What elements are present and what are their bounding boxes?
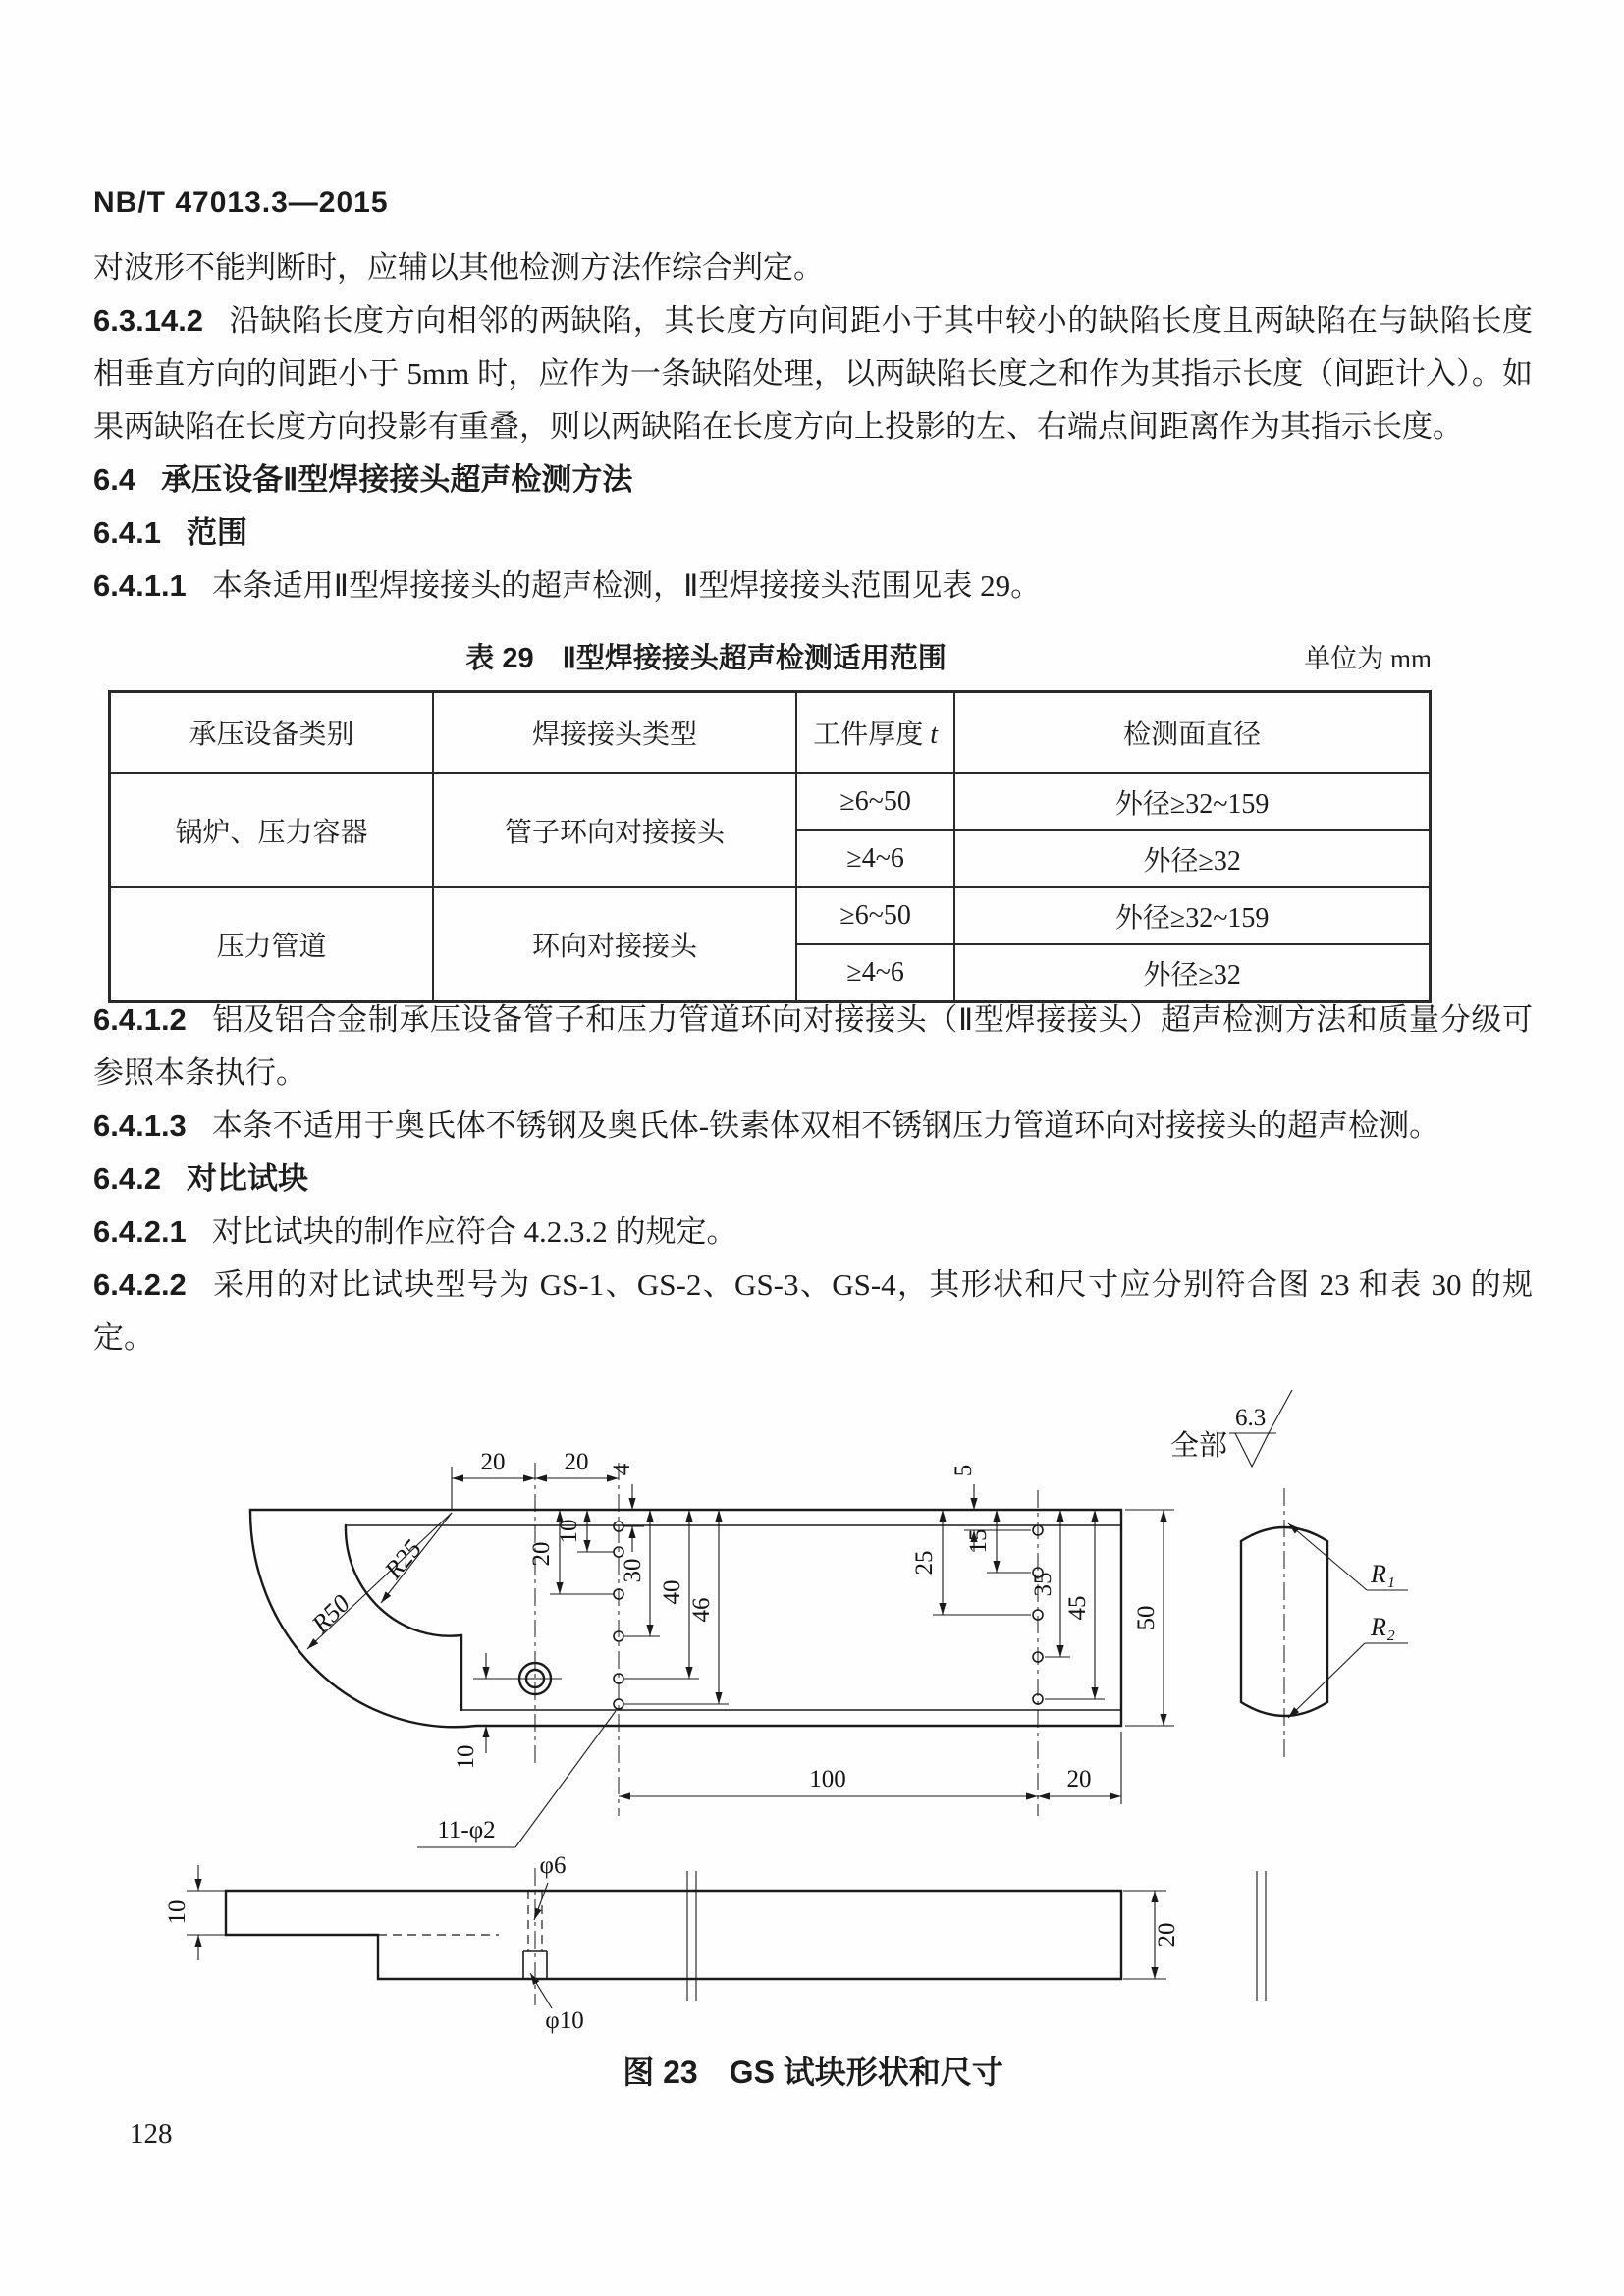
figure-caption: 图 23 GS 试块形状和尺寸	[623, 2055, 1003, 2090]
label-phi10: φ10	[545, 2007, 584, 2034]
paragraph-text: 对比试块的制作应符合 4.2.3.2 的规定。	[211, 1214, 737, 1249]
dim-20-a: 20	[480, 1449, 506, 1475]
figure-23-drawing	[128, 1372, 1502, 2074]
dim-15: 15	[965, 1528, 992, 1554]
text-block-bottom	[93, 993, 1533, 1364]
cell-category: 锅炉、压力容器	[110, 774, 434, 888]
label-11-phi2: 11-φ2	[437, 1817, 496, 1843]
col-header-joint-type: 焊接接头类型	[433, 692, 796, 774]
dim-5: 5	[950, 1464, 977, 1477]
counterbore-dimension	[453, 1653, 486, 1770]
paragraph	[93, 1205, 1533, 1258]
roughness-icon	[1235, 1433, 1269, 1467]
paragraph-text: 铝及铝合金制承压设备管子和压力管道环向对接接头（Ⅱ型焊接接头）超声检测方法和质量分级可参照本条执行。	[93, 1002, 1533, 1090]
section-heading	[93, 1152, 1533, 1205]
clause-number: 6.4.2.1	[93, 1214, 187, 1249]
thickness-symbol: t	[930, 720, 938, 750]
surface-roughness-note	[1170, 1390, 1292, 1467]
dim-20: 20	[528, 1541, 555, 1567]
paragraph	[93, 1258, 1533, 1364]
cell-thickness: ≥6~50	[796, 774, 954, 831]
dim-50: 50	[1133, 1605, 1160, 1630]
dim-100: 100	[809, 1766, 846, 1792]
dim-cb-10: 10	[453, 1744, 479, 1770]
main-view	[250, 1449, 1174, 1847]
table-29	[108, 690, 1432, 1003]
side-view	[1241, 1488, 1408, 1757]
paragraph	[93, 241, 1533, 294]
section-heading	[93, 454, 1533, 507]
paragraph	[93, 560, 1533, 613]
cell-thickness: ≥4~6	[796, 830, 954, 887]
table-header-row	[110, 692, 1431, 774]
dim-10: 10	[556, 1519, 582, 1544]
bottom-dimensions	[619, 1732, 1121, 1804]
dim-46: 46	[688, 1597, 715, 1623]
cell-diameter: 外径≥32~159	[954, 887, 1430, 944]
label-r50: R50	[305, 1588, 356, 1639]
table-unit-note: 单位为 mm	[1304, 644, 1432, 673]
table-title: 表 29 Ⅱ型焊接接头超声检测适用范围	[465, 643, 947, 674]
left-column-dimensions	[528, 1463, 729, 1704]
paragraph-text: 采用的对比试块型号为 GS-1、GS-2、GS-3、GS-4，其形状和尺寸应分别符合图 23 和表 30 的规定。	[93, 1267, 1533, 1355]
paragraph	[93, 294, 1533, 454]
col-header-category: 承压设备类别	[110, 692, 434, 774]
dim-20-b: 20	[564, 1449, 589, 1475]
clause-number: 6.4.2	[93, 1161, 161, 1196]
dim-45: 45	[1064, 1595, 1091, 1621]
dim-35: 35	[1030, 1572, 1056, 1597]
clause-number: 6.3.14.2	[93, 303, 204, 338]
table-row	[110, 887, 1431, 944]
clause-number: 6.4	[93, 462, 136, 497]
section-heading	[93, 507, 1533, 560]
text-block-top	[93, 241, 1533, 613]
paragraph-text: 对波形不能判断时，应辅以其他检测方法作综合判定。	[93, 250, 824, 285]
table-title-row	[108, 636, 1432, 676]
clause-number: 6.4.1.2	[93, 1002, 187, 1037]
dim-30: 30	[620, 1558, 646, 1583]
label-phi6: φ6	[539, 1852, 567, 1879]
holes-callout	[417, 1711, 616, 1847]
right-column-dimensions	[911, 1465, 1174, 1726]
cell-diameter: 外径≥32	[954, 944, 1430, 1002]
bottom-view-outline	[226, 1891, 1121, 1979]
cell-category: 压力管道	[110, 887, 434, 1002]
cell-joint: 管子环向对接接头	[433, 774, 796, 888]
label-r1: R₁	[1371, 1560, 1395, 1588]
dim-side-20: 20	[1154, 1922, 1180, 1948]
centerlines	[452, 1463, 1038, 1816]
bottom-view	[164, 1852, 1266, 2034]
dim-40: 40	[659, 1579, 685, 1605]
heading-text: 范围	[186, 515, 247, 550]
cell-thickness: ≥6~50	[796, 887, 954, 944]
label-r2: R₂	[1371, 1613, 1395, 1641]
paragraph-text: 本条不适用于奥氏体不锈钢及奥氏体-铁素体双相不锈钢压力管道环向对接接头的超声检测。	[211, 1108, 1440, 1143]
standard-number: NB/T 47013.3—2015	[93, 187, 389, 219]
clause-number: 6.4.2.2	[93, 1267, 187, 1302]
clause-number: 6.4.1	[93, 515, 161, 550]
table-row	[110, 774, 1431, 831]
paragraph	[93, 1099, 1533, 1152]
heading-text: 承压设备Ⅱ型焊接接头超声检测方法	[161, 462, 633, 497]
dim-20-tail: 20	[1066, 1766, 1092, 1792]
cell-diameter: 外径≥32~159	[954, 774, 1430, 831]
clause-number: 6.4.1.1	[93, 568, 187, 603]
cell-joint: 环向对接接头	[433, 887, 796, 1002]
phi2-holes-right-column	[1033, 1525, 1043, 1704]
table-29-section	[108, 636, 1432, 1003]
heading-text: 对比试块	[186, 1161, 308, 1196]
clause-number: 6.4.1.3	[93, 1108, 187, 1143]
cell-diameter: 外径≥32	[954, 830, 1430, 887]
label-all-surfaces: 全部	[1170, 1430, 1228, 1462]
radius-leaders	[305, 1513, 452, 1649]
paragraph-text: 沿缺陷长度方向相邻的两缺陷，其长度方向间距小于其中较小的缺陷长度且两缺陷在与缺陷长度相垂直方向的间距小于 5mm 时，应作为一条缺陷处理，以两缺陷长度之和作为其指示长度（间距计入）。如果两缺陷在长度方向投影有重叠，则以两缺陷在长度方向上投影的左、右端点间距离作为其指示长度。	[93, 303, 1533, 444]
paragraph	[93, 993, 1533, 1099]
gs-block-drawing	[128, 1372, 1502, 2074]
roughness-value: 6.3	[1235, 1405, 1267, 1431]
label-r25: R25	[378, 1534, 428, 1584]
dim-side-10: 10	[164, 1899, 190, 1925]
col-header-thickness: 工件厚度 t	[796, 692, 954, 774]
cell-thickness: ≥4~6	[796, 944, 954, 1002]
page-number: 128	[130, 2118, 173, 2150]
dim-25: 25	[911, 1550, 938, 1575]
paragraph-text: 本条适用Ⅱ型焊接接头的超声检测，Ⅱ型焊接接头范围见表 29。	[211, 568, 1042, 603]
dim-4: 4	[609, 1463, 635, 1476]
col-header-diameter: 检测面直径	[954, 692, 1430, 774]
